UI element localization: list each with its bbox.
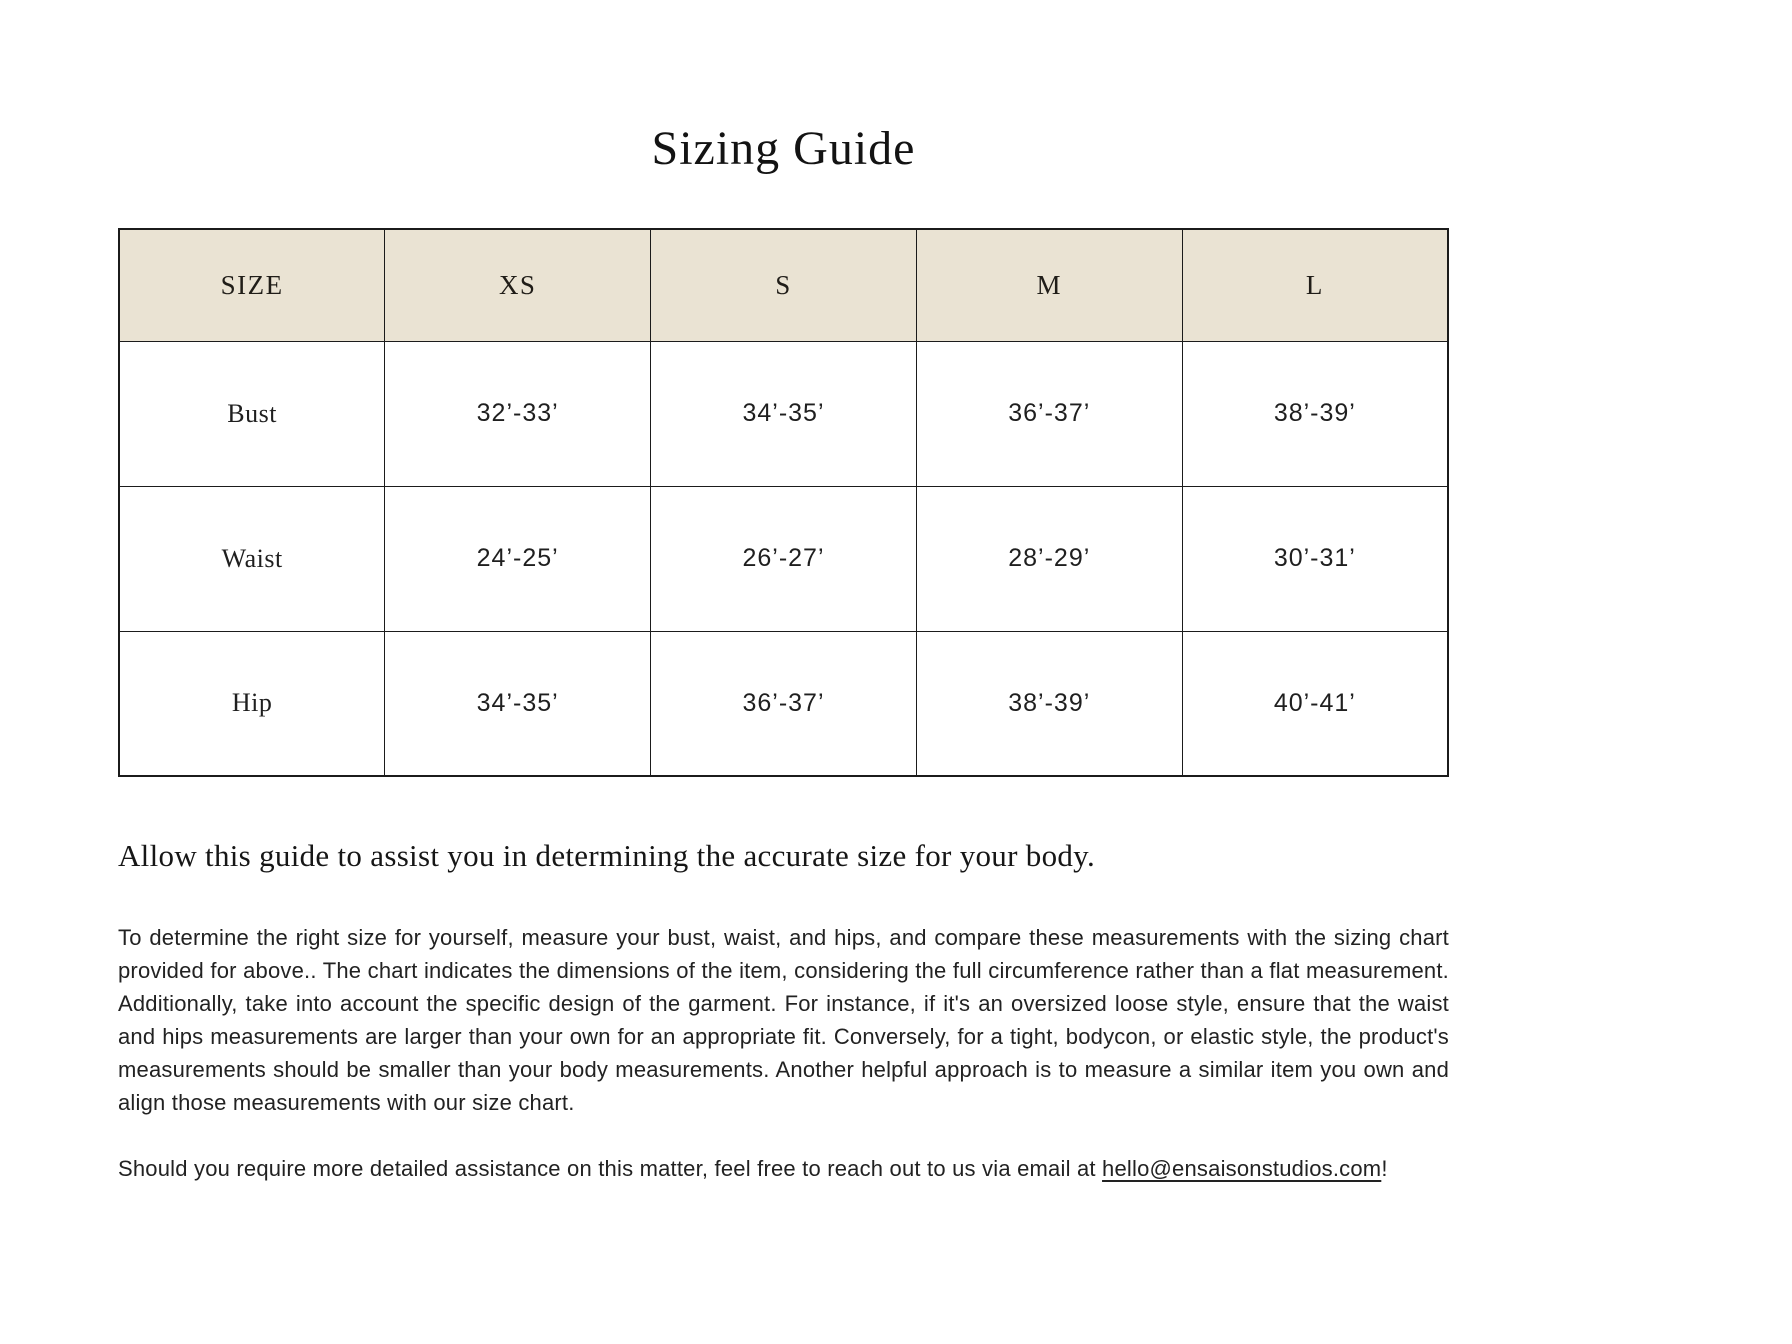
header-cell-xs: XS (385, 229, 651, 341)
email-link[interactable]: hello@ensaisonstudios.com (1102, 1156, 1382, 1181)
cell-waist-m: 28’-29’ (916, 486, 1182, 631)
contact-text-suffix: ! (1381, 1156, 1388, 1181)
cell-waist-s: 26’-27’ (651, 486, 917, 631)
header-cell-l: L (1182, 229, 1448, 341)
intro-heading: Allow this guide to assist you in determining the accurate size for your body. (118, 838, 1096, 873)
size-table-body (119, 341, 1448, 776)
table-row-hip (119, 631, 1448, 776)
cell-waist-l: 30’-31’ (1182, 486, 1448, 631)
contact-line (118, 1152, 1449, 1185)
cell-bust-l: 38’-39’ (1182, 341, 1448, 486)
contact-text-prefix: Should you require more detailed assistance on this matter, feel free to reach out to us via email at (118, 1156, 1103, 1181)
cell-hip-s: 36’-37’ (651, 631, 917, 776)
header-cell-m: M (916, 229, 1182, 341)
cell-hip-xs: 34’-35’ (385, 631, 651, 776)
table-row-bust (119, 341, 1448, 486)
cell-bust-s: 34’-35’ (651, 341, 917, 486)
cell-hip-m: 38’-39’ (916, 631, 1182, 776)
size-table-header (119, 229, 1448, 341)
cell-bust-xs: 32’-33’ (385, 341, 651, 486)
cell-bust-m: 36’-37’ (916, 341, 1182, 486)
size-table (118, 228, 1449, 777)
row-label-hip: Hip (119, 631, 385, 776)
cell-hip-l: 40’-41’ (1182, 631, 1448, 776)
header-cell-s: S (651, 229, 917, 341)
table-row-waist (119, 486, 1448, 631)
header-cell-size: SIZE (119, 229, 385, 341)
table-header-row (119, 229, 1448, 341)
page-content (118, 0, 1449, 1185)
page-title: Sizing Guide (651, 122, 916, 175)
row-label-bust: Bust (119, 341, 385, 486)
row-label-waist: Waist (119, 486, 385, 631)
cell-waist-xs: 24’-25’ (385, 486, 651, 631)
sizing-instructions-paragraph: To determine the right size for yourself, measure your bust, waist, and hips, and compare these measurements with the sizing chart provided for above.. The chart indicates the dimensions of the item, considering the full circumference rather than a flat measurement. Additionally, take into account the specific design of the garment. For instance, if it's an oversized loose style, ensure that the waist and hips measurements are larger than your own for an appropriate fit. Conversely, for a tight, bodycon, or elastic style, the product's measurements should be smaller than your body measurements. Another helpful approach is to measure a similar item you own and align those measurements with our size chart. (118, 925, 1449, 1115)
